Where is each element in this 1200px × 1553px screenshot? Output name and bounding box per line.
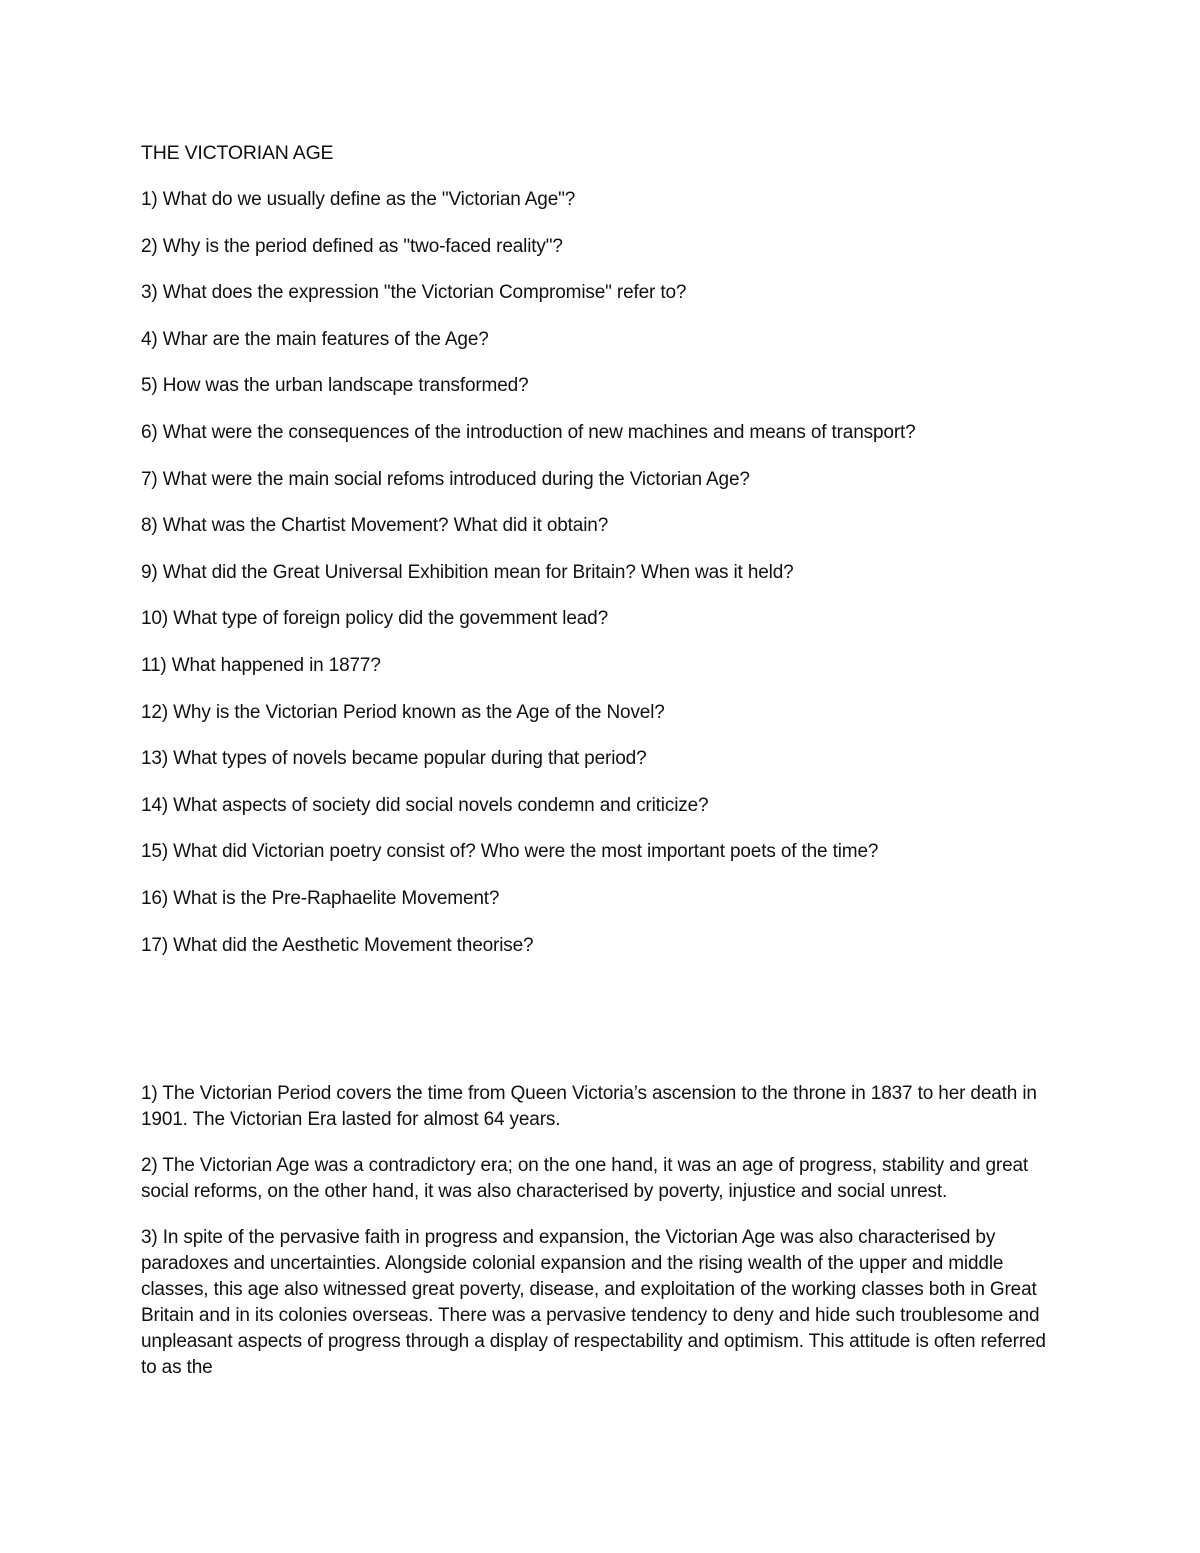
answer-paragraph: 3) In spite of the pervasive faith in progress and expansion, the Victorian Age was also characterised by paradoxes and uncertainties. Alongside colonial expansion and the rising wealth of the upper and middle classes, this age also witnessed great poverty, disease, and exploitation of the working classes both in Great Britain and in its colonies overseas. There was a pervasive tendency to deny and hide such troublesome and unpleasant aspects of progress through a display of respectability and optimism. This attitude is often referred to as the — [141, 1227, 1046, 1379]
section-spacer — [141, 979, 1061, 1081]
question-item: 11) What happened in 1877? — [141, 654, 381, 676]
question-item: 6) What were the consequences of the introduction of new machines and means of transport? — [141, 421, 916, 443]
question-item: 17) What did the Aesthetic Movement theorise? — [141, 934, 534, 956]
question-item: 1) What do we usually define as the "Victorian Age"? — [141, 189, 576, 210]
question-item: 5) How was the urban landscape transformed? — [141, 375, 529, 397]
answers-section — [141, 1081, 1061, 1381]
question-item: 4) Whar are the main features of the Age? — [141, 328, 489, 350]
question-item: 15) What did Victorian poetry consist of? Who were the most important poets of the time? — [141, 841, 879, 863]
answer-paragraph: 1) The Victorian Period covers the time from Queen Victoria’s ascension to the throne in 1837 to her death in 1901. The Victorian Era lasted for almost 64 years. — [141, 1083, 1037, 1131]
document-page — [141, 140, 1061, 1401]
answer-paragraph: 2) The Victorian Age was a contradictory era; on the one hand, it was an age of progress, stability and great social reforms, on the other hand, it was also characterised by poverty, injustice and social unrest. — [141, 1155, 1029, 1203]
question-item: 3) What does the expression "the Victorian Compromise" refer to? — [141, 282, 687, 304]
question-item: 10) What type of foreign policy did the govemment lead? — [141, 608, 609, 630]
question-item: 13) What types of novels became popular during that period? — [141, 748, 647, 770]
question-item: 14) What aspects of society did social novels condemn and criticize? — [141, 794, 709, 816]
question-item: 9) What did the Great Universal Exhibition mean for Britain? When was it held? — [141, 561, 794, 583]
question-item: 8) What was the Chartist Movement? What did it obtain? — [141, 515, 609, 537]
question-item: 16) What is the Pre-Raphaelite Movement? — [141, 887, 500, 909]
question-item: 7) What were the main social refoms introduced during the Victorian Age? — [141, 468, 750, 490]
question-list — [141, 187, 1061, 959]
question-item: 2) Why is the period defined as "two-faced reality"? — [141, 235, 563, 257]
question-item: 12) Why is the Victorian Period known as the Age of the Novel? — [141, 701, 665, 723]
document-title: THE VICTORIAN AGE — [141, 142, 334, 164]
